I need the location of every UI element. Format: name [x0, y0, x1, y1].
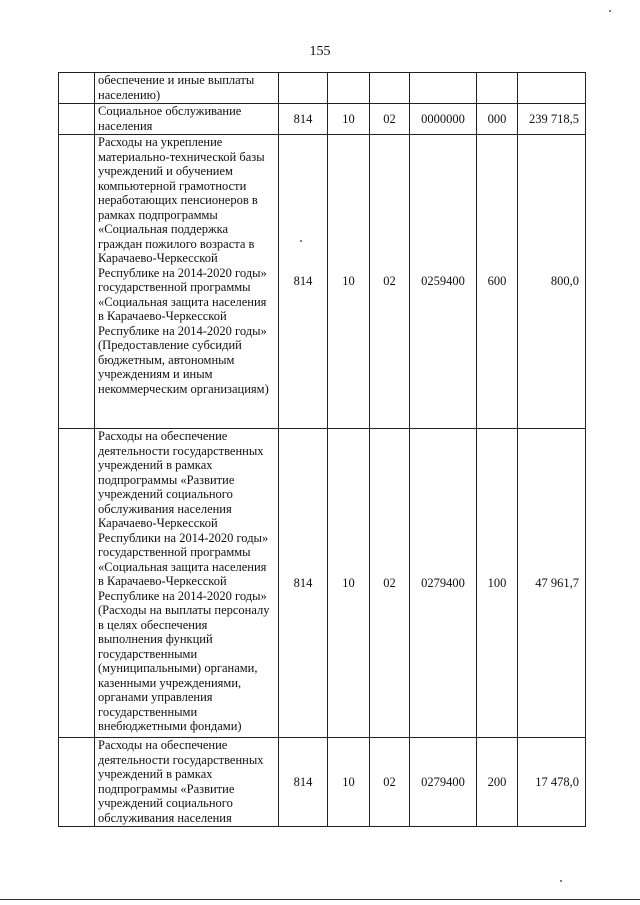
section-cell: 10	[328, 104, 370, 135]
subsection-cell: 02	[370, 738, 410, 827]
amount-cell: 47 961,7	[518, 429, 586, 738]
blank-cell	[59, 135, 95, 429]
scan-speck	[560, 880, 562, 882]
description-cell: Социальное обслуживание населения	[95, 104, 279, 135]
target-article-cell: 0000000	[410, 104, 477, 135]
page-number: 155	[309, 44, 331, 59]
amount-cell	[518, 73, 586, 104]
section-cell: 10	[328, 738, 370, 827]
table-row	[59, 135, 586, 429]
section-cell	[328, 73, 370, 104]
subsection-cell: 02	[370, 135, 410, 429]
ministry-cell: 814	[279, 135, 328, 429]
table-row	[59, 73, 586, 104]
blank-cell	[59, 429, 95, 738]
description-cell: Расходы на укрепление материально-технической базы учреждений и обучением компьютерной грамотности неработающих пенсионеров в рамках подпрограммы «Социальная поддержка граждан пожилого возраста в Карачаево-Черкесской Республике на 2014-2020 годы» государственной программы «Социальная защита населения в Карачаево-Черкесской Республике на 2014-2020 годы» (Предоставление субсидий бюджетным, автономным учреждениям и иным некоммерческим организациям)	[95, 135, 279, 429]
subsection-cell	[370, 73, 410, 104]
section-cell: 10	[328, 429, 370, 738]
scan-edge-line	[0, 899, 640, 900]
blank-cell	[59, 104, 95, 135]
amount-cell: 800,0	[518, 135, 586, 429]
description-cell: Расходы на обеспечение деятельности государственных учреждений в рамках подпрограммы «Развитие учреждений социального обслуживания населения	[95, 738, 279, 827]
table-row	[59, 738, 586, 827]
description-cell: Расходы на обеспечение деятельности государственных учреждений в рамках подпрограммы «Развитие учреждений социального обслуживания населения Карачаево-Черкесской Республики на 2014-2020 годы» государственной программы «Социальная защита населения в Карачаево-Черкесской Республике на 2014-2020 годы» (Расходы на выплаты персоналу в целях обеспечения выполнения функций государственными (муниципальными) органами, казенными учреждениями, органами управления государственными внебюджетными фондами)	[95, 429, 279, 738]
scan-speck	[609, 10, 611, 12]
ministry-cell	[279, 73, 328, 104]
target-article-cell: 0279400	[410, 429, 477, 738]
scan-speck	[300, 240, 302, 242]
budget-table	[58, 72, 586, 827]
amount-cell: 239 718,5	[518, 104, 586, 135]
blank-cell	[59, 73, 95, 104]
expense-type-cell	[477, 73, 518, 104]
expense-type-cell: 600	[477, 135, 518, 429]
ministry-cell: 814	[279, 429, 328, 738]
ministry-cell: 814	[279, 104, 328, 135]
subsection-cell: 02	[370, 429, 410, 738]
table-row	[59, 429, 586, 738]
target-article-cell	[410, 73, 477, 104]
amount-cell: 17 478,0	[518, 738, 586, 827]
blank-cell	[59, 738, 95, 827]
subsection-cell: 02	[370, 104, 410, 135]
section-cell: 10	[328, 135, 370, 429]
description-cell: обеспечение и иные выплаты населению)	[95, 73, 279, 104]
expense-type-cell: 100	[477, 429, 518, 738]
target-article-cell: 0279400	[410, 738, 477, 827]
target-article-cell: 0259400	[410, 135, 477, 429]
ministry-cell: 814	[279, 738, 328, 827]
expense-type-cell: 200	[477, 738, 518, 827]
expense-type-cell: 000	[477, 104, 518, 135]
table-row	[59, 104, 586, 135]
